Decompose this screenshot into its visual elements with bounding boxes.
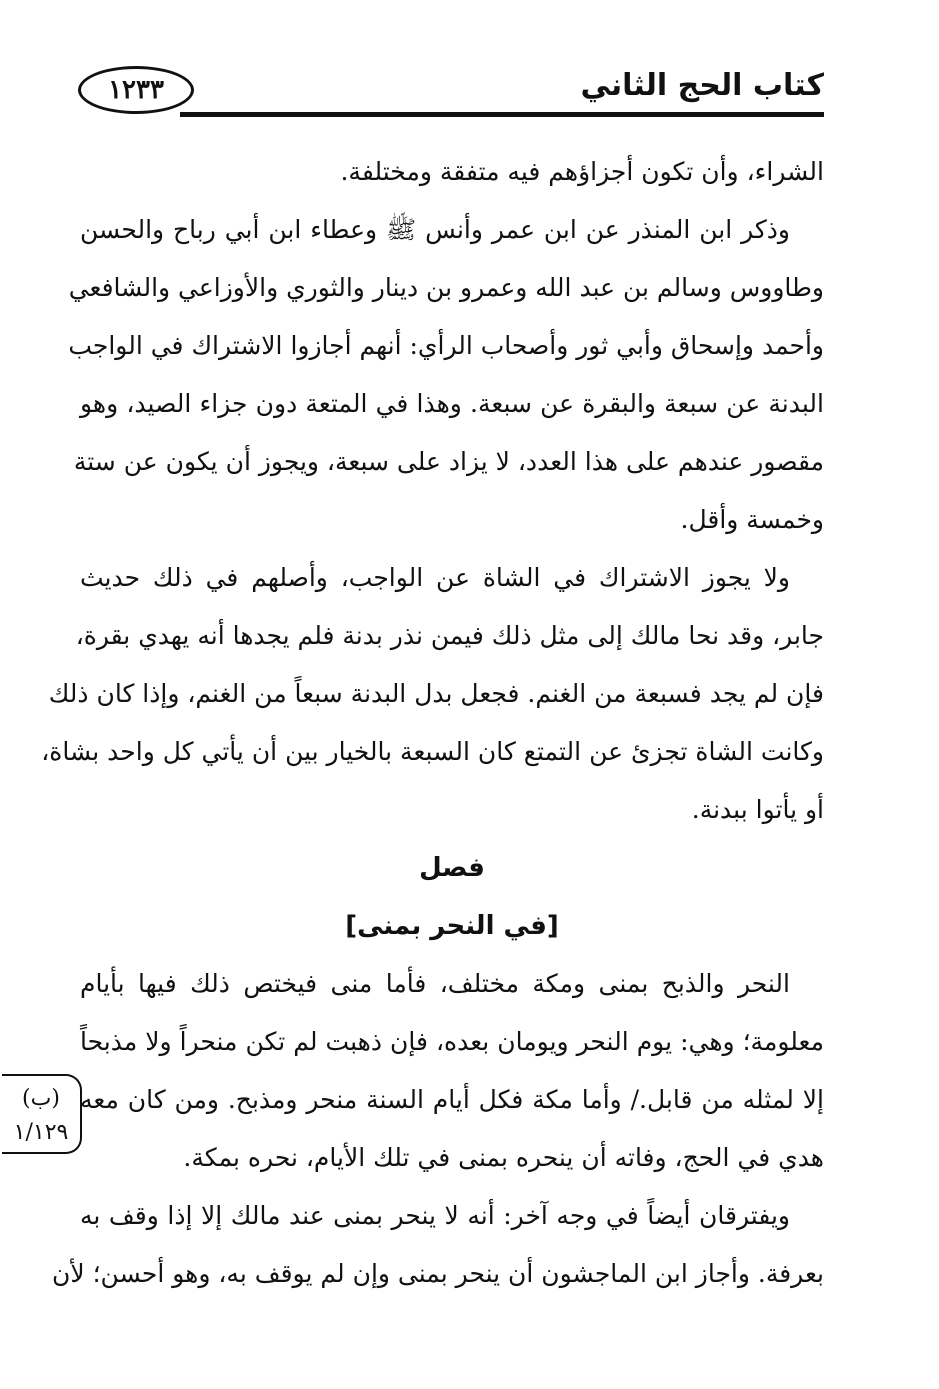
text-line: معلومة؛ وهي: يوم النحر ويومان بعده، فإن ذهبت لم تكن منحراً ولا مذبحاً <box>80 1027 824 1056</box>
text-line: أو يأتوا ببدنة. <box>691 795 824 824</box>
text-line: بعرفة. وأجاز ابن الماجشون أن ينحر بمنى وإن لم يوقف به، وهو أحسن؛ لأن <box>52 1259 824 1288</box>
text-line: النحر والذبح بمنى ومكة مختلف، فأما منى فيختص ذلك فيها بأيام <box>80 969 790 998</box>
manuscript-margin-note <box>2 1074 82 1154</box>
margin-note-folio: (ب) <box>22 1086 60 1111</box>
text-line: مقصور عندهم على هذا العدد، لا يزاد على سبعة، ويجوز أن يكون عن ستة <box>73 447 824 476</box>
text-line: وخمسة وأقل. <box>680 505 824 534</box>
text-line: الشراء، وأن تكون أجزاؤهم فيه متفقة ومختلفة. <box>340 157 824 186</box>
text-line: فإن لم يجد فسبعة من الغنم. فجعل بدل البدنة سبعاً من الغنم، وإذا كان ذلك <box>48 679 824 708</box>
text-line: هدي في الحج، وفاته أن ينحره بمنى في تلك الأيام، نحره بمكة. <box>183 1143 824 1172</box>
header-rule <box>180 112 824 117</box>
text-line: وذكر ابن المنذر عن ابن عمر وأنس ﷺ وعطاء ابن أبي رباح والحسن <box>80 215 790 244</box>
text-line: وكانت الشاة تجزئ عن التمتع كان السبعة بالخيار بين أن يأتي كل واحد بشاة، <box>41 737 824 766</box>
text-line: ولا يجوز الاشتراك في الشاة عن الواجب، وأصلهم في ذلك حديث <box>80 563 790 592</box>
page-number: ١٢٣٣ <box>78 66 194 114</box>
text-line: البدنة عن سبعة والبقرة عن سبعة. وهذا في المتعة دون جزاء الصيد، وهو <box>80 389 824 418</box>
book-title: كتاب الحج الثاني <box>580 68 824 103</box>
section-heading: فصل <box>419 853 485 883</box>
text-line: إلا لمثله من قابل./ وأما مكة فكل أيام السنة منحر ومذبح. ومن كان معه <box>80 1085 824 1114</box>
text-line: وطاووس وسالم بن عبد الله وعمرو بن دينار والثوري والأوزاعي والشافعي <box>68 273 824 302</box>
text-line: ويفترقان أيضاً في وجه آخر: أنه لا ينحر بمنى عند مالك إلا إذا وقف به <box>80 1201 790 1230</box>
text-line: جابر، وقد نحا مالك إلى مثل ذلك فيمن نذر بدنة فلم يجدها أنه يهدي بقرة، <box>75 621 824 650</box>
page-header <box>78 62 824 124</box>
text-line: وأحمد وإسحاق وأبي ثور وأصحاب الرأي: أنهم أجازوا الاشتراك في الواجب <box>68 331 824 360</box>
section-subheading: [في النحر بمنى] <box>345 911 559 941</box>
margin-note-ref: ١/١٢٩ <box>13 1120 69 1145</box>
